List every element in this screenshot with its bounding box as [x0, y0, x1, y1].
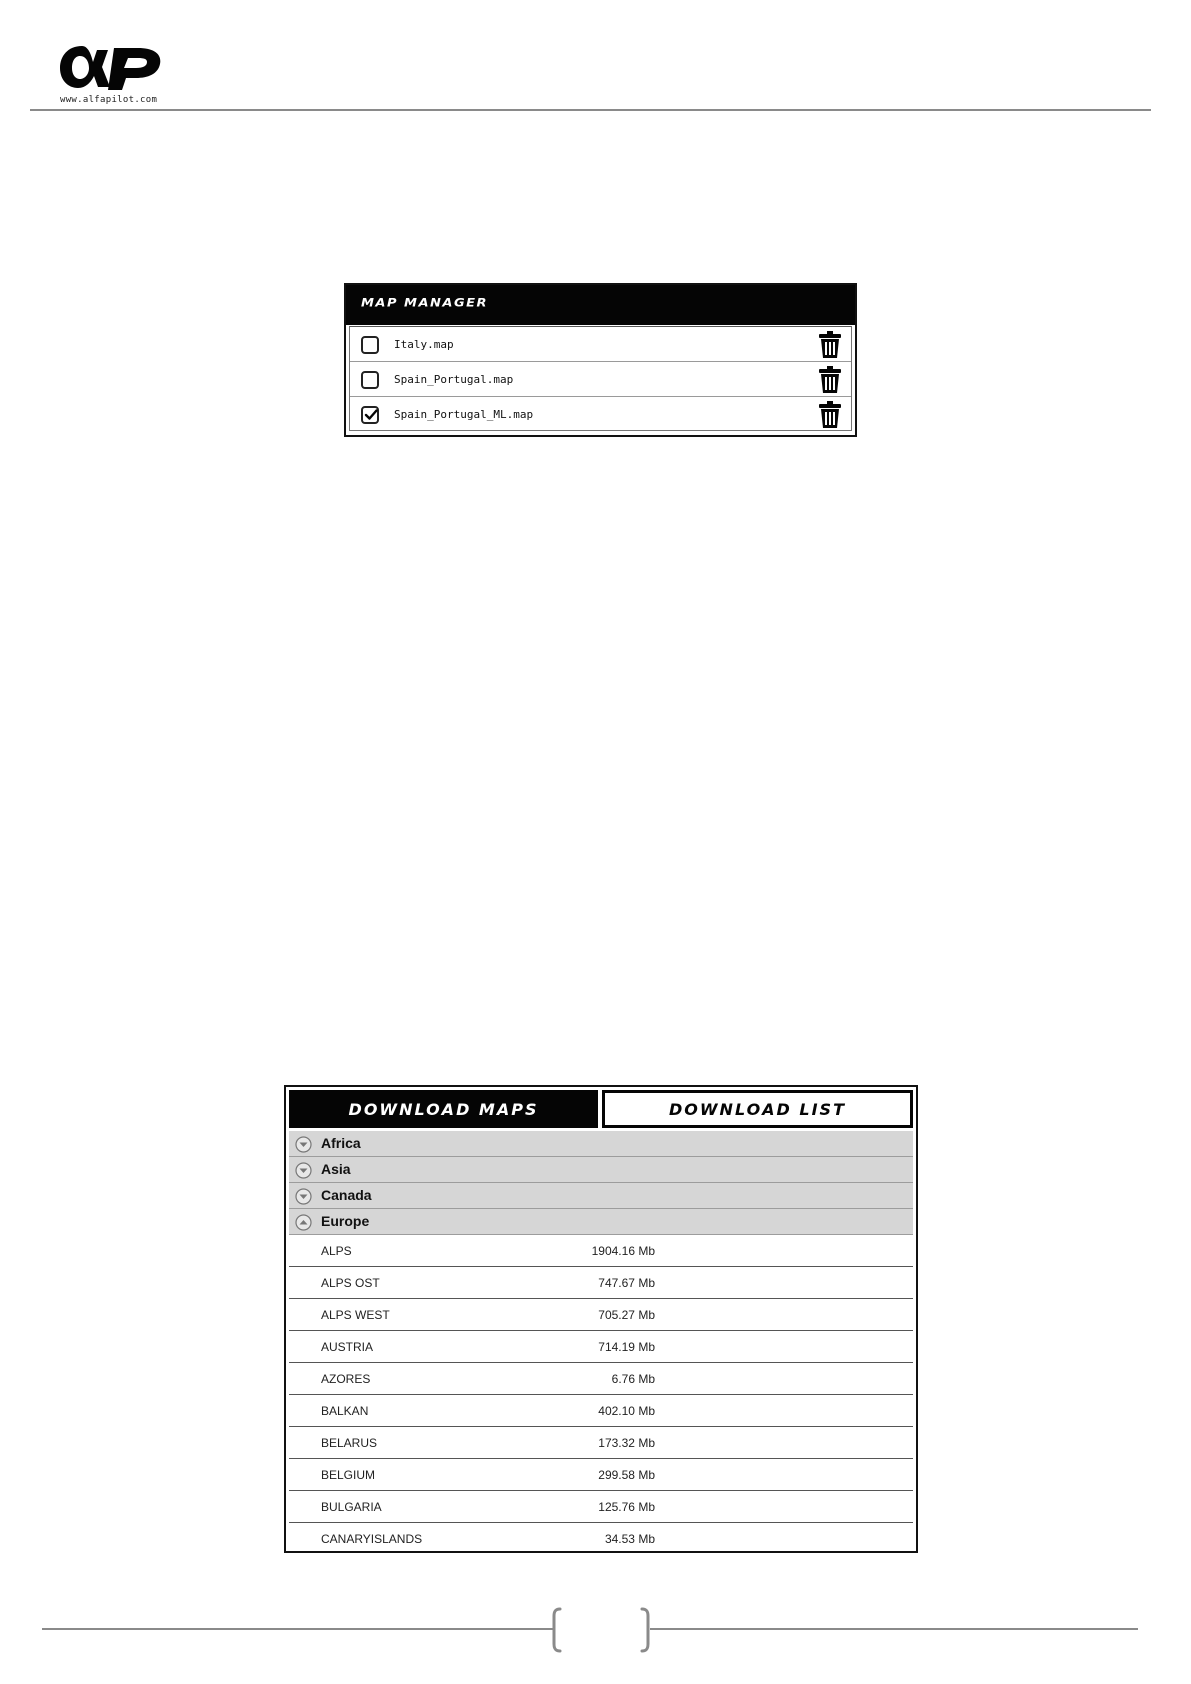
checkbox-checked-icon[interactable]: [361, 406, 379, 424]
map-region-name: BELGIUM: [321, 1468, 376, 1482]
map-file-name: Spain_Portugal_ML.map: [394, 408, 534, 421]
map-download-item[interactable]: [289, 1331, 913, 1363]
trash-icon[interactable]: [819, 366, 841, 393]
map-file-name: Italy.map: [394, 338, 454, 351]
map-download-item[interactable]: [289, 1459, 913, 1491]
map-region-name: AUSTRIA: [321, 1340, 374, 1354]
map-size: 173.32 Mb: [598, 1436, 655, 1450]
download-panel: [284, 1085, 918, 1553]
map-size: 6.76 Mb: [611, 1372, 655, 1386]
footer-rule-left: [42, 1628, 553, 1630]
map-region-name: CANARYISLANDS: [321, 1532, 423, 1546]
category-label: Europe: [321, 1213, 370, 1229]
map-download-item[interactable]: [289, 1299, 913, 1331]
map-file-name: Spain_Portugal.map: [394, 373, 514, 386]
map-size: 299.58 Mb: [598, 1468, 655, 1482]
map-size: 705.27 Mb: [598, 1308, 655, 1322]
map-size: 402.10 Mb: [598, 1404, 655, 1418]
map-region-name: ALPS: [321, 1244, 352, 1258]
map-download-item[interactable]: [289, 1395, 913, 1427]
header-divider: [30, 109, 1151, 111]
chevron-down-icon: [295, 1162, 312, 1179]
map-manager-title-bar: [346, 285, 855, 325]
category-row-asia[interactable]: [289, 1157, 913, 1183]
map-file-list: [349, 326, 852, 431]
page-number-brackets: [551, 1606, 651, 1654]
category-label: Canada: [321, 1187, 372, 1203]
category-row-europe[interactable]: [289, 1209, 913, 1235]
trash-icon[interactable]: [819, 401, 841, 428]
category-row-canada[interactable]: [289, 1183, 913, 1209]
category-label: Asia: [321, 1161, 351, 1177]
map-region-name: BULGARIA: [321, 1500, 382, 1514]
download-list-body: [289, 1131, 913, 1551]
map-file-row[interactable]: [350, 397, 851, 432]
tab-download-list[interactable]: DOWNLOAD LIST: [602, 1090, 913, 1128]
alfapilot-ap-logo-icon: [58, 40, 164, 94]
map-manager-title: MAP MANAGER: [361, 297, 489, 310]
checkbox-icon[interactable]: [361, 371, 379, 389]
chevron-down-icon: [295, 1136, 312, 1153]
map-download-item[interactable]: [289, 1267, 913, 1299]
map-manager-panel: [344, 283, 857, 437]
tab-download-maps[interactable]: DOWNLOAD MAPS: [289, 1090, 598, 1128]
trash-icon[interactable]: [819, 331, 841, 358]
footer-rule-right: [650, 1628, 1138, 1630]
map-region-name: BALKAN: [321, 1404, 369, 1418]
checkbox-icon[interactable]: [361, 336, 379, 354]
logo-url[interactable]: www.alfapilot.com: [60, 95, 158, 105]
category-row-africa[interactable]: [289, 1131, 913, 1157]
map-region-name: AZORES: [321, 1372, 371, 1386]
map-download-item[interactable]: [289, 1427, 913, 1459]
download-tabs: [289, 1090, 913, 1128]
map-size: 747.67 Mb: [598, 1276, 655, 1290]
map-size: 125.76 Mb: [598, 1500, 655, 1514]
map-region-name: BELARUS: [321, 1436, 378, 1450]
alfapilot-logo: [58, 40, 168, 106]
checkmark-icon: [364, 408, 378, 422]
map-size: 714.19 Mb: [598, 1340, 655, 1354]
chevron-up-icon: [295, 1214, 312, 1231]
map-file-row[interactable]: [350, 362, 851, 397]
map-download-item[interactable]: [289, 1523, 913, 1553]
map-size: 34.53 Mb: [604, 1532, 655, 1546]
chevron-down-icon: [295, 1188, 312, 1205]
map-region-name: ALPS OST: [321, 1276, 380, 1290]
map-download-item[interactable]: [289, 1491, 913, 1523]
map-download-item[interactable]: [289, 1363, 913, 1395]
map-region-name: ALPS WEST: [321, 1308, 390, 1322]
map-download-item[interactable]: [289, 1235, 913, 1267]
map-file-row[interactable]: [350, 327, 851, 362]
map-size: 1904.16 Mb: [591, 1244, 655, 1258]
category-label: Africa: [321, 1135, 361, 1151]
